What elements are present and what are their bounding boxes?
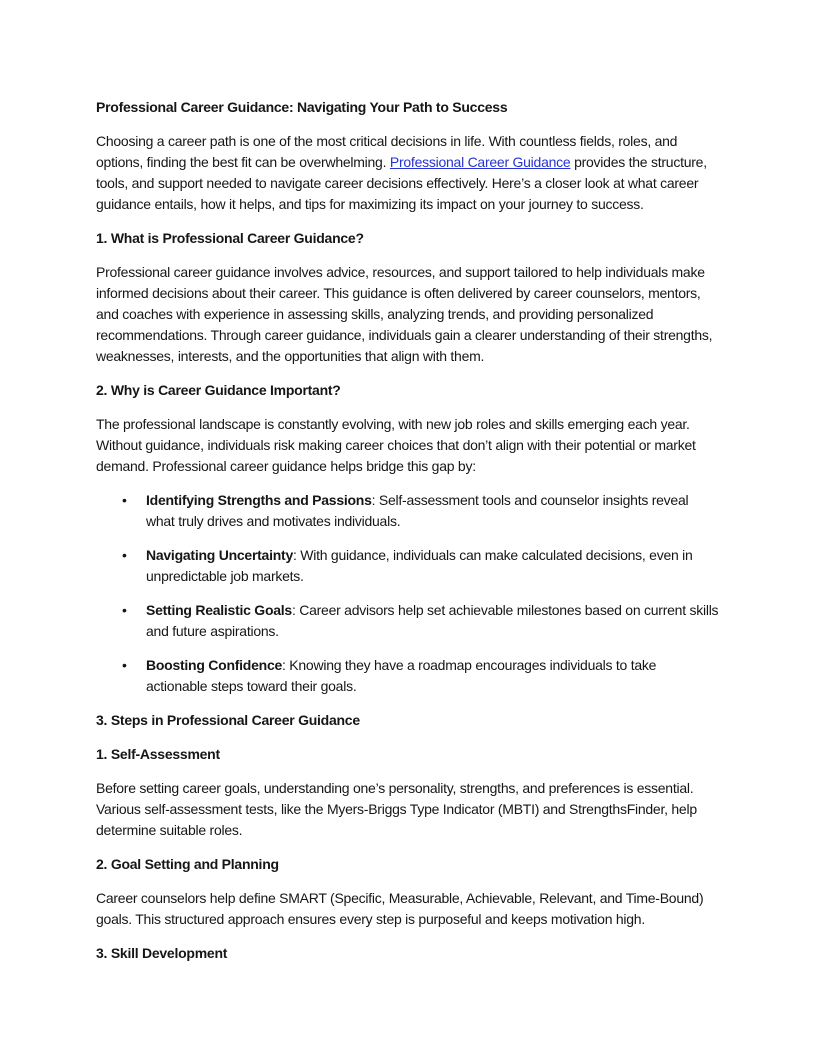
bullet-desc: : With guidance, individuals can make calculated decisions, even in unpredictable job markets. (146, 547, 693, 584)
bullet-desc: : Self-assessment tools and counselor insights reveal what truly drives and motivates individuals. (146, 492, 689, 529)
step1-heading: 1. Self-Assessment (96, 746, 220, 762)
intro-text-before-link: Choosing a career path is one of the most critical decisions in life. With countless fields, roles, and options, finding the best fit can be overwhelming. (96, 133, 678, 170)
bullet-term: Identifying Strengths and Passions (146, 492, 372, 508)
bullet-term: Boosting Confidence (146, 657, 283, 673)
step2-heading: 2. Goal Setting and Planning (96, 856, 279, 872)
bullet-item-setting-realistic-goals (96, 600, 720, 642)
section1-paragraph: Professional career guidance involves advice, resources, and support tailored to help individuals make informed decisions about their career. This guidance is often delivered by career counselors, mentors, and coaches with experience in assessing skills, analyzing trends, and providing personalized recommendations. Through career guidance, individuals gain a clearer understanding of their strengths, weaknesses, interests, and the opportunities that align with them. (96, 264, 713, 364)
section2-paragraph: The professional landscape is constantly evolving, with new job roles and skills emerging each year. Without guidance, individuals risk making career choices that don’t align with their potential or market demand. Professional career guidance helps bridge this gap by: (96, 416, 696, 474)
step3-heading: 3. Skill Development (96, 945, 228, 961)
document-title: Professional Career Guidance: Navigating Your Path to Success (96, 99, 508, 115)
step1-paragraph: Before setting career goals, understanding one’s personality, strengths, and preferences is essential. Various self-assessment tests, like the Myers-Briggs Type Indicator (MBTI) and StrengthsFinder, help determine suitable roles. (96, 780, 697, 838)
section3-heading: 3. Steps in Professional Career Guidance (96, 712, 360, 728)
bullet-term: Setting Realistic Goals (146, 602, 292, 618)
step2-paragraph: Career counselors help define SMART (Specific, Measurable, Achievable, Relevant, and Time-Bound) goals. This structured approach ensures every step is purposeful and keeps motivation high. (96, 890, 704, 927)
bullet-term: Navigating Uncertainty (146, 547, 293, 563)
section2-heading: 2. Why is Career Guidance Important? (96, 382, 341, 398)
bullet-item-identifying-strengths (96, 490, 720, 532)
section1-heading: 1. What is Professional Career Guidance? (96, 230, 364, 246)
bullet-desc: : Career advisors help set achievable milestones based on current skills and future aspirations. (146, 602, 719, 639)
intro-text-after-link: provides the structure, tools, and support needed to navigate career decisions effectively. Here’s a closer look at what career guidance entails, how it helps, and tips for maximizing its impact on your journey to success. (96, 154, 707, 212)
intro-paragraph (96, 131, 720, 215)
bullet-desc: : Knowing they have a roadmap encourages individuals to take actionable steps toward their goals. (146, 657, 657, 694)
bullet-item-navigating-uncertainty (96, 545, 720, 587)
benefits-bullet-list (96, 490, 720, 697)
career-guidance-link[interactable]: Professional Career Guidance (389, 154, 571, 170)
bullet-item-boosting-confidence (96, 655, 720, 697)
